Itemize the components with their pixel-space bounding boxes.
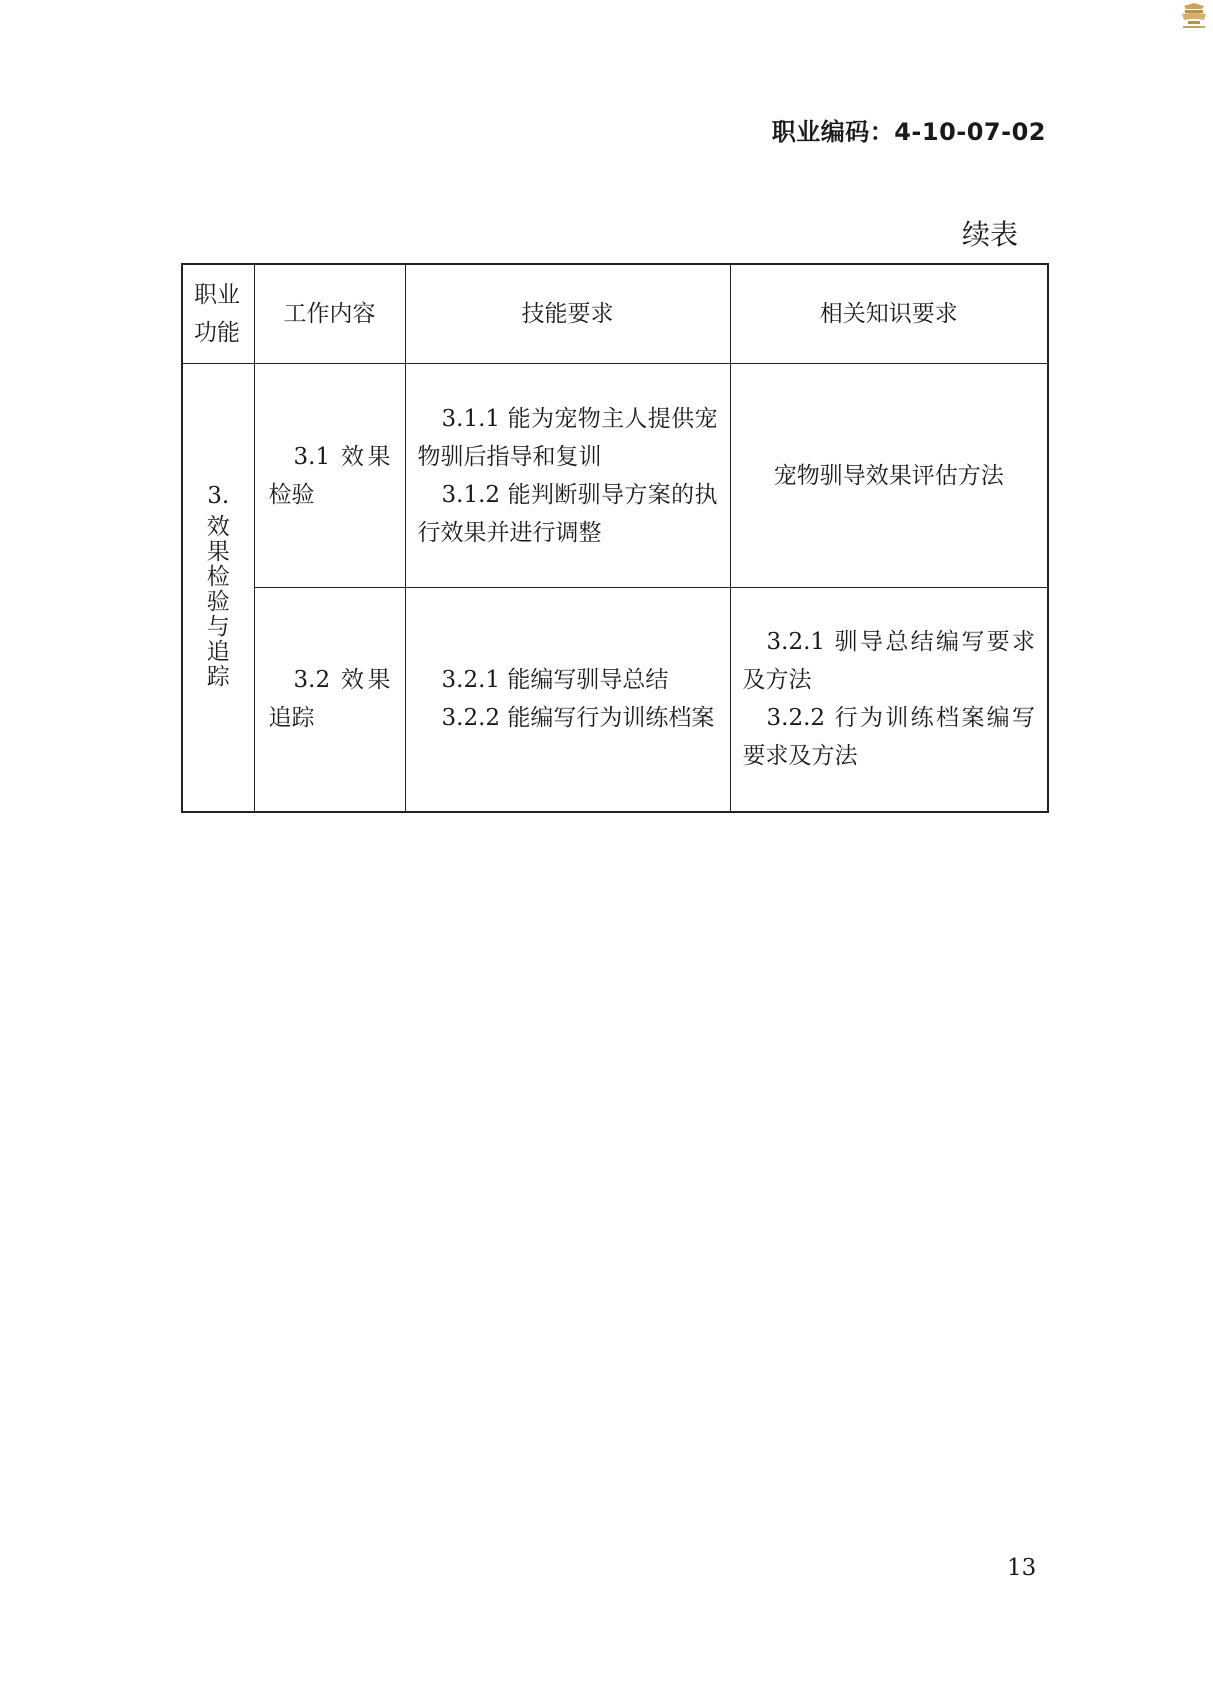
skill-item: 3.2.2 能编写行为训练档案 bbox=[441, 705, 715, 732]
work-content-line2: 检验 bbox=[268, 481, 315, 508]
function-number: 3. bbox=[207, 483, 230, 510]
occupation-code: 职业编码：4-10-07-02 bbox=[771, 118, 1046, 146]
function-char: 果 bbox=[206, 539, 230, 566]
work-content-line2: 追踪 bbox=[268, 705, 315, 732]
header-function-line1: 职业 bbox=[194, 282, 240, 308]
function-char: 检 bbox=[206, 564, 230, 591]
continued-label: 续表 bbox=[961, 218, 1018, 251]
work-content-line1: 3.1 效果 bbox=[293, 443, 391, 470]
table-row bbox=[182, 588, 1048, 812]
work-content-cell bbox=[254, 588, 405, 812]
function-cell bbox=[182, 364, 254, 812]
page-number: 13 bbox=[1007, 1555, 1037, 1581]
function-char: 追 bbox=[206, 639, 230, 666]
skills-table bbox=[181, 263, 1049, 813]
table-row bbox=[182, 364, 1048, 588]
work-content-line1: 3.2 效果 bbox=[293, 667, 391, 694]
function-char: 与 bbox=[206, 614, 230, 641]
knowledge-item: 3.2.1 驯导总结编写要求及方法 bbox=[742, 629, 1035, 694]
skill-item: 3.1.1 能为宠物主人提供宠物驯后指导和复训 bbox=[417, 405, 718, 470]
function-char: 踪 bbox=[206, 664, 230, 691]
publisher-logo-icon bbox=[1178, 2, 1210, 32]
table-header-row bbox=[182, 264, 1048, 364]
work-content-cell bbox=[254, 364, 405, 588]
header-knowledge-requirements: 相关知识要求 bbox=[730, 264, 1048, 364]
skill-cell bbox=[405, 588, 730, 812]
knowledge-item: 3.2.2 行为训练档案编写要求及方法 bbox=[742, 705, 1035, 770]
header-function bbox=[182, 264, 254, 364]
skill-item: 3.2.1 能编写驯导总结 bbox=[441, 667, 669, 694]
knowledge-cell bbox=[730, 588, 1048, 812]
header-work-content: 工作内容 bbox=[254, 264, 405, 364]
skill-cell bbox=[405, 364, 730, 588]
knowledge-cell bbox=[730, 364, 1048, 588]
header-function-line2: 功能 bbox=[194, 320, 240, 346]
function-char: 验 bbox=[206, 589, 230, 616]
function-char: 效 bbox=[206, 514, 230, 541]
skill-item: 3.1.2 能判断驯导方案的执行效果并进行调整 bbox=[417, 481, 718, 546]
knowledge-item: 宠物驯导效果评估方法 bbox=[773, 462, 1004, 489]
header-skill-requirements: 技能要求 bbox=[405, 264, 730, 364]
